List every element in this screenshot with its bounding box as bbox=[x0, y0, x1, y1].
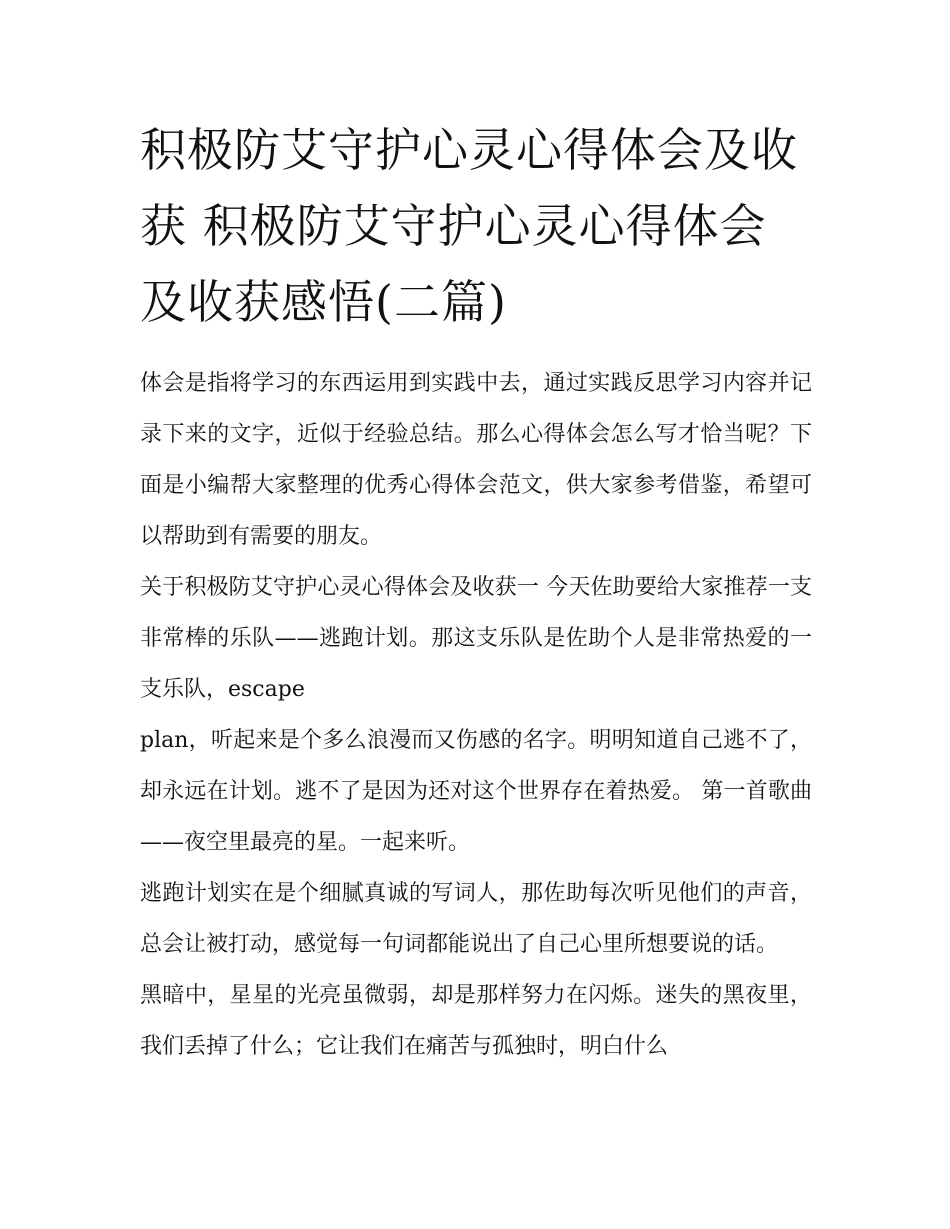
document-body bbox=[140, 112, 812, 1072]
paragraph-escape-plan: plan，听起来是个多么浪漫而又伤感的名字。明明知道自己逃不了，却永远在计划。逃不了是因为还对这个世界存在着热爱。 第一首歌曲——夜空里最亮的星。一起来听。 bbox=[140, 728, 812, 855]
paragraph-lyricist: 逃跑计划实在是个细腻真诚的写词人，那佐助每次听见他们的声音，总会让被打动，感觉每一句词都能说出了自己心里所想要说的话。 bbox=[140, 881, 812, 957]
paragraph-band-intro: 关于积极防艾守护心灵心得体会及收获一 今天佐助要给大家推荐一支非常棒的乐队——逃跑计划。那这支乐队是佐助个人是非常热爱的一支乐队，escape bbox=[140, 575, 812, 702]
paragraph-darkness: 黑暗中，星星的光亮虽微弱，却是那样努力在闪烁。迷失的黑夜里，我们丢掉了什么；它让我们在痛苦与孤独时，明白什么 bbox=[140, 983, 812, 1059]
paragraph-intro: 体会是指将学习的东西运用到实践中去，通过实践反思学习内容并记录下来的文字，近似于经验总结。那么心得体会怎么写才恰当呢？下面是小编帮大家整理的优秀心得体会范文，供大家参考借鉴，希望可以帮助到有需要的朋友。 bbox=[140, 371, 812, 549]
document-title: 积极防艾守护心灵心得体会及收获 积极防艾守护心灵心得体会及收获感悟(二篇) bbox=[140, 123, 798, 329]
